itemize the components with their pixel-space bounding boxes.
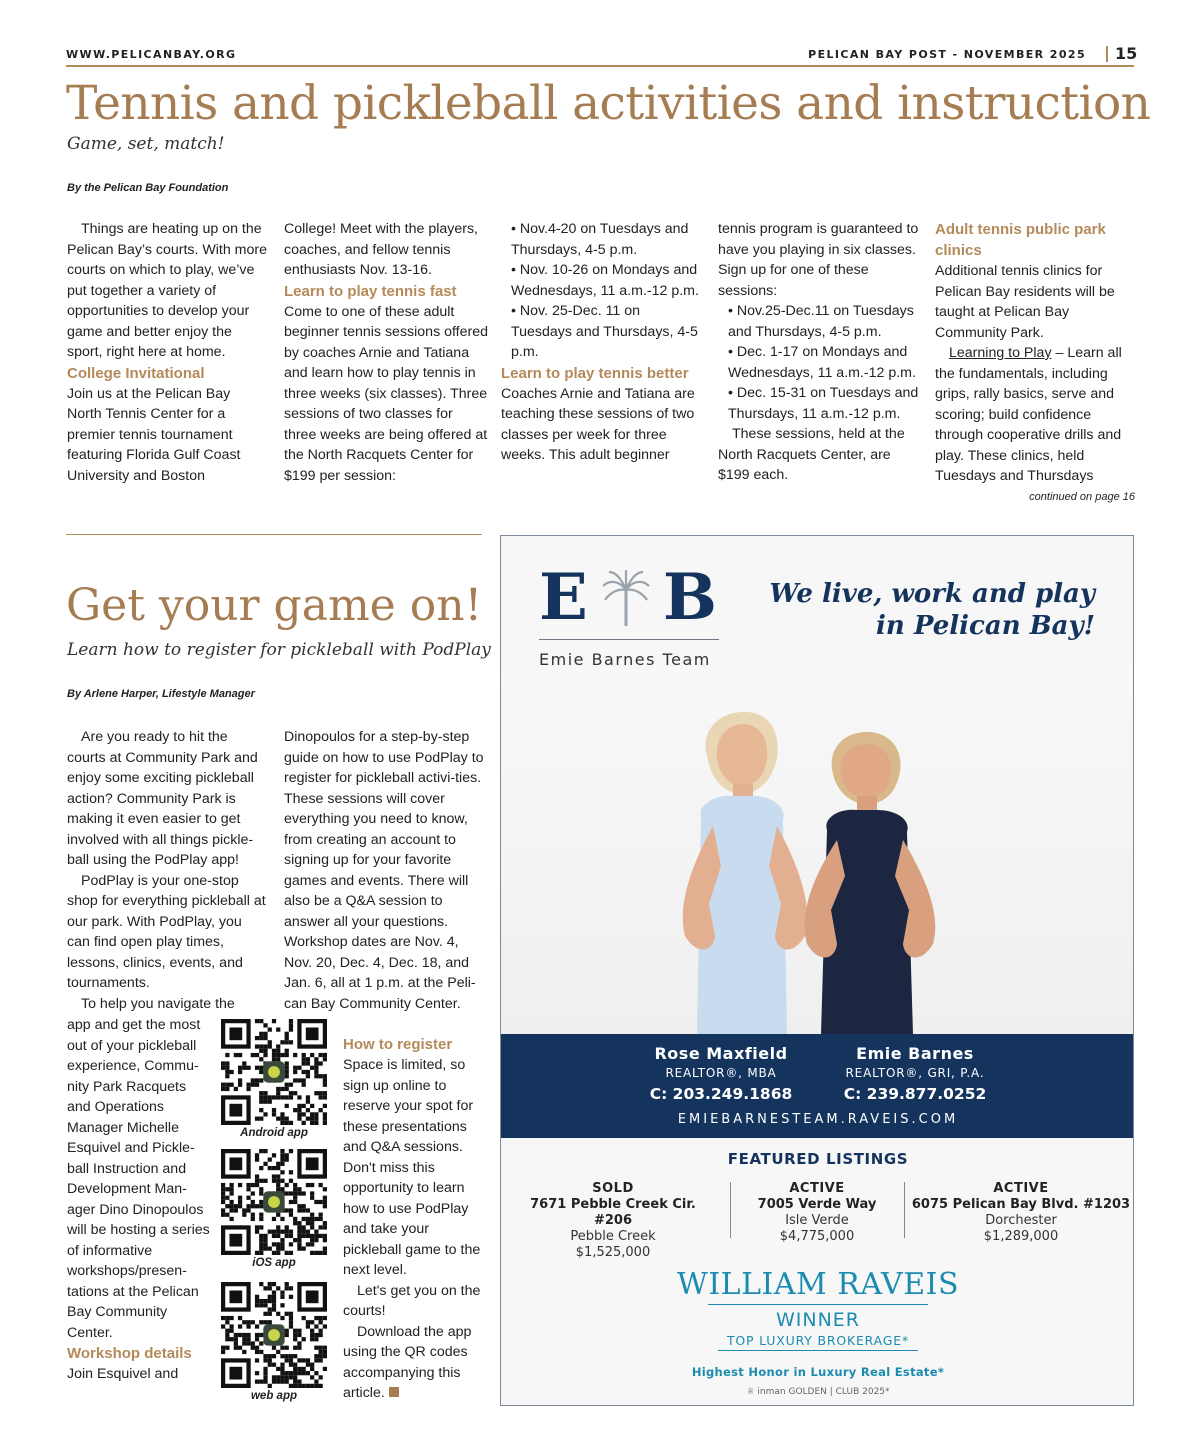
page-number: 15 — [1115, 44, 1138, 63]
paragraph: PodPlay is your one-stop shop for everything pickleball at our park. With PodPlay, you can find open play times, lessons, clinics, events, and tournaments. — [67, 872, 266, 991]
tennis-fast-heading: Learn to play tennis fast — [284, 282, 457, 300]
listing-address: 7005 Verde Way — [757, 1197, 877, 1212]
register-paragraph: Space is limited, so sign up online to reserve your spot for these presentations and Q&A sessions. Don't miss this opportunity to learn how to use PodPlay and take your pickleball game to the next level. — [343, 1057, 481, 1278]
palm-tree-icon — [601, 568, 651, 628]
android-qr-code[interactable] — [221, 1019, 327, 1125]
tagline-line-2: in Pelican Bay! — [876, 611, 1095, 641]
download-paragraph — [343, 1322, 485, 1404]
register-heading: How to register — [343, 1036, 453, 1053]
session-item: • Dec. 1-17 on Mondays and Wednesdays, 11 a.m.-12 p.m. — [718, 342, 922, 383]
agent-card-rose — [631, 1044, 811, 1103]
workshop-paragraph: Join Esquivel and — [67, 1366, 179, 1382]
article1-subtitle: Game, set, match! — [67, 134, 225, 154]
public-clinics-paragraph: Additional tennis clinics for Pelican Bay residents will be taught at Pelican Bay Community Park. — [935, 263, 1115, 341]
page-number-divider — [1106, 46, 1108, 62]
article1-column-4 — [718, 219, 922, 486]
logo-letter-b: B — [662, 560, 719, 635]
qr-label-android: Android app — [240, 1127, 308, 1139]
listing-community: Isle Verde — [785, 1213, 849, 1228]
agent-card-emie — [829, 1044, 1001, 1103]
listing-status: ACTIVE — [789, 1181, 845, 1196]
paragraph: Dinopoulos for a step-by-step guide on how to use PodPlay to register for pickleball activi-ties. These sessions will cover everything you need to know, from creating an account to signing up for your favorite games and events. There will also be a Q&A session to answer all your questions. Workshop dates are Nov. 4, Nov. 20, Dec. 4, Dec. 18, and Jan. 6, all at 1 p.m. at the Peli-can Bay Community Center. — [284, 729, 484, 1012]
session-item: • Nov. 25-Dec. 11 on Tuesdays and Thursdays, 4-5 p.m. — [501, 301, 703, 363]
listing-community: Dorchester — [985, 1213, 1057, 1228]
featured-listings-title: FEATURED LISTINGS — [727, 1150, 909, 1168]
listing-card[interactable] — [911, 1181, 1131, 1245]
agent-title: REALTOR®, MBA — [665, 1066, 777, 1080]
article2-column-2b — [343, 1034, 485, 1404]
ios-qr-code[interactable] — [221, 1149, 327, 1255]
download-text: Download the app using the QR codes accompanying this article. — [343, 1323, 472, 1401]
paragraph: To help you navigate the — [81, 995, 235, 1012]
brokerage-name: WILLIAM RAVEIS — [676, 1267, 960, 1302]
courts-paragraph: Let's get you on the courts! — [343, 1282, 481, 1319]
article2-column-1a — [67, 727, 267, 1014]
listing-price: $4,775,000 — [779, 1229, 855, 1244]
learning-to-play-link[interactable]: Learning to Play — [949, 345, 1052, 361]
ad-tagline — [769, 578, 1095, 642]
top-brokerage-label: TOP LUXURY BROKERAGE* — [726, 1333, 910, 1348]
article1-byline: By the Pelican Bay Foundation — [67, 182, 229, 194]
listing-card[interactable] — [737, 1181, 897, 1245]
listing-status: ACTIVE — [993, 1181, 1049, 1196]
winner-label: WINNER — [775, 1309, 861, 1331]
workshop-heading: Workshop details — [67, 1345, 192, 1362]
tennis-fast-paragraph: Come to one of these adult beginner tennis sessions offered by coaches Arnie and Tatiana and learn how to play tennis in three weeks (six classes). Three sessions of two classes for three weeks are being offered at the North Racquets Center for $199 per session: — [284, 303, 489, 484]
article1-column-1 — [67, 219, 267, 486]
listing-price: $1,525,000 — [575, 1245, 651, 1260]
agent-right-figure — [805, 732, 936, 1034]
inman-award — [501, 1387, 1134, 1397]
listing-address: 7671 Pebble Creek Cir. #206 — [530, 1197, 696, 1228]
qr-label-web: web app — [250, 1390, 297, 1402]
article1-column-2 — [284, 219, 488, 486]
listing-divider — [904, 1182, 905, 1238]
session-item: • Nov.25-Dec.11 on Tuesdays and Thursdays, 4-5 p.m. — [718, 301, 922, 342]
agent-phone[interactable]: C: 203.249.1868 — [649, 1085, 793, 1103]
team-name: Emie Barnes Team — [539, 650, 711, 669]
sessions-closing: These sessions, held at the North Racquets Center, are $199 each. — [718, 426, 905, 483]
article2-title: Get your game on! — [66, 580, 483, 631]
issue-label: PELICAN BAY POST - NOVEMBER 2025 — [808, 48, 1086, 61]
listing-price: $1,289,000 — [983, 1229, 1059, 1244]
paragraph: app and get the most out of your pickleball experience, Commu-nity Park Racquets and Operations Manager Michelle Esquivel and Pickle-ball Instruction and Development Man-ager Dino Dinopoulos will be hosting a series of informative workshops/presen-tations at the Pelican Bay Community Center. — [67, 1017, 210, 1341]
tennis-better-paragraph-cont: tennis program is guaranteed to have you playing in six classes. Sign up for one of these sessions: — [718, 221, 919, 299]
highest-honor-label: Highest Honor in Luxury Real Estate* — [691, 1365, 945, 1379]
agents-photo — [501, 666, 1134, 1034]
article1-column-3 — [501, 219, 703, 466]
learning-to-play-paragraph — [935, 343, 1135, 487]
agent-title: REALTOR®, GRI, P.A. — [845, 1066, 985, 1080]
article1-column-5 — [935, 219, 1135, 507]
continued-note: continued on page 16 — [1029, 490, 1135, 503]
college-paragraph: Join us at the Pelican Bay North Tennis Center for a premier tennis tournament featuring Florida Gulf Coast University and Boston — [67, 385, 241, 484]
site-url: WWW.PELICANBAY.ORG — [66, 48, 237, 61]
william-raveis-badge — [501, 1267, 1134, 1397]
inman-label: inman GOLDEN | CLUB 2025* — [757, 1387, 890, 1397]
listing-address: 6075 Pelican Bay Blvd. #1203 — [911, 1197, 1131, 1212]
article2-column-1b — [67, 1015, 213, 1385]
college-paragraph-cont: College! Meet with the players, coaches, and fellow tennis enthusiasts Nov. 13-16. — [284, 221, 478, 278]
learning-to-play-text: – Learn all the fundamentals, including grips, rally basics, serve and scoring; build confidence through cooperative drills and play. These clinics, held Tuesdays and Thursdays — [935, 345, 1122, 484]
college-heading: College Invitational — [67, 364, 205, 382]
session-item: • Nov.4-20 on Tuesdays and Thursdays, 4-5 p.m. — [501, 219, 703, 260]
emie-barnes-logo — [539, 560, 719, 669]
paragraph: Are you ready to hit the courts at Community Park and enjoy some exciting pickleball action? Community Park is making it even easier to get involved with all things pickle-ball using the PodPlay app! — [67, 729, 258, 868]
article2-subtitle: Learn how to register for pickleball with PodPlay — [67, 640, 491, 660]
agent-name: Emie Barnes — [856, 1044, 974, 1063]
team-website-link[interactable]: EMIEBARNESTEAM.RAVEIS.COM — [677, 1112, 959, 1127]
article2-column-2a — [284, 727, 484, 1014]
tennis-better-heading: Learn to play tennis better — [501, 364, 689, 382]
tagline-line-1: We live, work and play — [769, 579, 1095, 609]
agent-phone[interactable]: C: 239.877.0252 — [843, 1085, 987, 1103]
listing-status: SOLD — [592, 1181, 634, 1196]
header-rule — [66, 65, 1134, 67]
section-divider — [66, 534, 482, 535]
end-mark-icon — [389, 1387, 399, 1397]
intro-paragraph: Things are heating up on the Pelican Bay’s courts. With more courts on which to play, we’ve put together a variety of opportunities to develop your game and better enjoy the sport, right here at home. — [67, 221, 268, 360]
qr-label-ios: iOS app — [252, 1257, 296, 1269]
listing-divider — [730, 1182, 731, 1238]
real-estate-ad[interactable] — [500, 535, 1134, 1406]
tennis-better-paragraph: Coaches Arnie and Tatiana are teaching these sessions of two classes per week for three weeks. This adult beginner — [501, 385, 695, 463]
agent-left-figure — [683, 712, 808, 1034]
web-qr-code[interactable] — [221, 1282, 327, 1388]
agents-contact-band — [501, 1034, 1134, 1138]
listing-card[interactable] — [509, 1181, 717, 1261]
listing-community: Pebble Creek — [570, 1229, 656, 1244]
crown-icon: ♕ — [746, 1387, 755, 1397]
public-clinics-heading: Adult tennis public park clinics — [935, 221, 1106, 259]
article2-byline: By Arlene Harper, Lifestyle Manager — [67, 688, 255, 700]
session-item: • Nov. 10-26 on Mondays and Wednesdays, 11 a.m.-12 p.m. — [501, 260, 703, 301]
session-item: • Dec. 15-31 on Tuesdays and Thursdays, 11 a.m.-12 p.m. — [718, 383, 922, 424]
logo-letter-e: E — [539, 560, 590, 635]
article1-title: Tennis and pickleball activities and instruction — [66, 76, 1151, 131]
agent-name: Rose Maxfield — [654, 1044, 788, 1063]
